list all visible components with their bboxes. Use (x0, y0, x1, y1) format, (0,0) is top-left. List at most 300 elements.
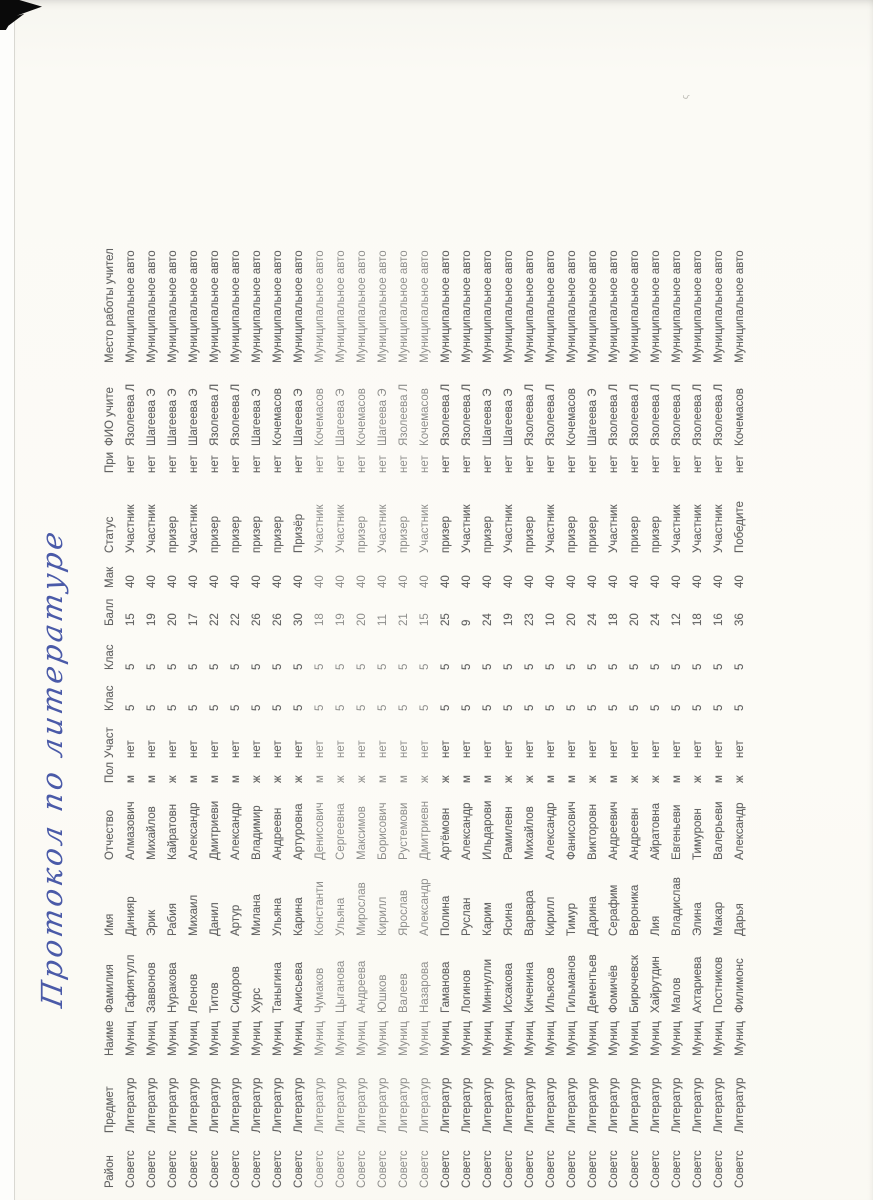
cell: м (146, 775, 158, 783)
cell: нет (608, 455, 620, 473)
cell: Цыганова (335, 960, 347, 1013)
cell: 40 (461, 575, 473, 588)
table-row (541, 160, 562, 1190)
cell: призер (482, 516, 494, 553)
column-header: Балл (104, 598, 116, 626)
cell: Артёмовн (440, 807, 452, 860)
cell: 40 (419, 575, 431, 588)
cell: 18 (692, 613, 704, 626)
cell: призер (167, 516, 179, 553)
cell: 5 (587, 704, 599, 711)
cell: Муниципальное авто (419, 250, 431, 363)
cell: Тимур (566, 903, 578, 936)
cell: Литератур (146, 1077, 158, 1133)
cell: Советс (251, 1150, 263, 1188)
cell: Таныгина (272, 962, 284, 1013)
cell: Муниц (167, 1021, 179, 1056)
cell: м (671, 775, 683, 783)
cell: Участник (503, 504, 515, 553)
cell: Сергеевна (335, 803, 347, 860)
cell: нет (314, 740, 326, 758)
cell: 18 (314, 613, 326, 626)
cell: 5 (251, 663, 263, 670)
cell: Литератур (167, 1077, 179, 1133)
cell: 22 (209, 613, 221, 626)
cell: ж (734, 775, 746, 783)
table-row (583, 160, 604, 1190)
cell: нет (482, 740, 494, 758)
cell: Муниц (545, 1021, 557, 1056)
cell: 40 (608, 575, 620, 588)
rotated-table-wrapper (100, 160, 751, 1190)
cell: 21 (398, 613, 410, 626)
cell: нет (629, 455, 641, 473)
cell: Кирилл (377, 896, 389, 936)
table-row (352, 160, 373, 1190)
table-row (394, 160, 415, 1190)
cell: Участник (713, 504, 725, 553)
column-header: Клас (104, 685, 116, 711)
table-row (604, 160, 625, 1190)
table-row (121, 160, 142, 1190)
cell: Муниципальное авто (587, 250, 599, 363)
cell: 5 (146, 704, 158, 711)
cell: Чумаков (314, 967, 326, 1013)
cell: Шагеева Э (251, 388, 263, 446)
cell: Элина (692, 902, 704, 936)
column-header: Клас (104, 644, 116, 670)
results-table (100, 160, 751, 1190)
cell: Александр (461, 802, 473, 860)
cell: Участник (545, 504, 557, 553)
cell: Муниц (209, 1021, 221, 1056)
cell: Советс (713, 1150, 725, 1188)
cell: нет (209, 455, 221, 473)
cell: ж (293, 775, 305, 783)
cell: 19 (503, 613, 515, 626)
cell: ж (692, 775, 704, 783)
table-row (289, 160, 310, 1190)
cell: 24 (587, 613, 599, 626)
cell: нет (125, 740, 137, 758)
cell: Литератур (566, 1077, 578, 1133)
cell: Муниц (188, 1021, 200, 1056)
cell: 40 (692, 575, 704, 588)
cell: 40 (545, 575, 557, 588)
cell: Советс (461, 1150, 473, 1188)
cell: 5 (209, 663, 221, 670)
cell: м (314, 775, 326, 783)
cell: Язолеева Л (209, 383, 221, 446)
cell: нет (167, 455, 179, 473)
cell: Победите (734, 501, 746, 553)
cell: ж (503, 775, 515, 783)
cell: Дарья (734, 903, 746, 936)
cell: Муниципальное авто (566, 250, 578, 363)
cell: 5 (335, 704, 347, 711)
cell: 40 (335, 575, 347, 588)
cell: нет (503, 740, 515, 758)
cell: нет (671, 455, 683, 473)
cell: 36 (734, 613, 746, 626)
cell: Муниципальное авто (398, 250, 410, 363)
cell: нет (713, 455, 725, 473)
cell: нет (650, 740, 662, 758)
cell: Муниципальное авто (650, 250, 662, 363)
cell: 5 (314, 663, 326, 670)
table-row (520, 160, 541, 1190)
cell: Литератур (671, 1077, 683, 1133)
cell: Литератур (503, 1077, 515, 1133)
cell: нет (671, 740, 683, 758)
cell: нет (524, 455, 536, 473)
cell: Шагеева Э (377, 388, 389, 446)
table-body (121, 160, 751, 1190)
cell: нет (461, 455, 473, 473)
cell: нет (272, 455, 284, 473)
cell: 5 (230, 704, 242, 711)
table-row (436, 160, 457, 1190)
cell: Ярослав (398, 889, 410, 936)
cell: Участник (125, 504, 137, 553)
cell: Гаманова (440, 961, 452, 1013)
cell: Мирослав (356, 882, 368, 936)
cell: 5 (356, 704, 368, 711)
table-row (184, 160, 205, 1190)
cell: нет (587, 455, 599, 473)
cell: Фанисович (566, 801, 578, 860)
cell: призер (230, 516, 242, 553)
cell: Муниц (293, 1021, 305, 1056)
cell: Александр (734, 802, 746, 860)
table-row (163, 160, 184, 1190)
cell: Муниципальное авто (503, 250, 515, 363)
cell: Советс (587, 1150, 599, 1188)
cell: нет (692, 740, 704, 758)
cell: м (188, 775, 200, 783)
cell: Михайлов (524, 806, 536, 860)
column-header: При (104, 451, 116, 473)
cell: Карим (482, 902, 494, 936)
table-row (730, 160, 751, 1190)
cell: 15 (125, 613, 137, 626)
cell: Михаил (188, 894, 200, 936)
cell: Язолеева Л (629, 383, 641, 446)
cell: нет (545, 740, 557, 758)
cell: 5 (440, 704, 452, 711)
cell: Литератур (251, 1077, 263, 1133)
cell: 40 (734, 575, 746, 588)
cell: Литератур (209, 1077, 221, 1133)
cell: Участник (461, 504, 473, 553)
cell: Муниц (314, 1021, 326, 1056)
cell: 40 (566, 575, 578, 588)
table-row (688, 160, 709, 1190)
cell: Советс (629, 1150, 641, 1188)
cell: 5 (524, 663, 536, 670)
cell: 5 (671, 704, 683, 711)
cell: Владимир (251, 805, 263, 860)
column-header: Наиме (104, 1020, 116, 1056)
table-row (142, 160, 163, 1190)
cell: Полина (440, 895, 452, 936)
cell: Литератур (440, 1077, 452, 1133)
cell: Филимонс (734, 958, 746, 1013)
cell: 5 (293, 704, 305, 711)
cell: Литератур (713, 1077, 725, 1133)
cell: Муниц (146, 1021, 158, 1056)
cell: Литератур (608, 1077, 620, 1133)
table-row (310, 160, 331, 1190)
cell: Титов (209, 982, 221, 1013)
cell: нет (251, 740, 263, 758)
cell: Литератур (482, 1077, 494, 1133)
cell: Муниц (440, 1021, 452, 1056)
cell: Язолеева Л (524, 383, 536, 446)
cell: Муниципальное авто (734, 250, 746, 363)
cell: Литератур (188, 1077, 200, 1133)
cell: Муниципальное авто (335, 250, 347, 363)
cell: Кочемасов (314, 388, 326, 446)
cell: Кочемасов (419, 388, 431, 446)
cell: нет (503, 455, 515, 473)
cell: Муниципальное авто (608, 250, 620, 363)
column-header: Предмет (104, 1086, 116, 1133)
cell: Советс (650, 1150, 662, 1188)
cell: призер (251, 516, 263, 553)
cell: нет (440, 455, 452, 473)
cell: Шагеева Э (293, 388, 305, 446)
cell: 5 (398, 704, 410, 711)
column-header: Мак (104, 566, 116, 588)
cell: Кирилл (545, 896, 557, 936)
cell: Ильдарови (482, 800, 494, 860)
cell: Шагеева Э (146, 388, 158, 446)
column-header: Пол (104, 761, 116, 783)
cell: призер (209, 516, 221, 553)
cell: Муниципальное авто (377, 250, 389, 363)
cell: 5 (713, 663, 725, 670)
cell: Советс (419, 1150, 431, 1188)
cell: Участник (608, 504, 620, 553)
cell: Милана (251, 894, 263, 936)
cell: нет (629, 740, 641, 758)
cell: Участник (146, 504, 158, 553)
table-row (205, 160, 226, 1190)
cell: Миннулли (482, 958, 494, 1013)
cell: Шагеева Э (587, 388, 599, 446)
cell: Литератур (734, 1077, 746, 1133)
cell: 5 (545, 663, 557, 670)
cell: призер (566, 516, 578, 553)
cell: ж (356, 775, 368, 783)
cell: 5 (356, 663, 368, 670)
cell: Муниц (734, 1021, 746, 1056)
cell: 40 (272, 575, 284, 588)
cell: ж (650, 775, 662, 783)
cell: Муниц (356, 1021, 368, 1056)
cell: 22 (230, 613, 242, 626)
cell: м (230, 775, 242, 783)
cell: нет (419, 740, 431, 758)
cell: Дмитриевн (419, 800, 431, 860)
cell: Участник (335, 504, 347, 553)
cell: 5 (167, 663, 179, 670)
cell: м (461, 775, 473, 783)
cell: Муниципальное авто (524, 250, 536, 363)
cell: Ульяна (335, 897, 347, 936)
cell: Муниц (419, 1021, 431, 1056)
cell: Айратовна (650, 802, 662, 860)
table-row (247, 160, 268, 1190)
cell: 18 (608, 613, 620, 626)
cell: Бирючевск (629, 955, 641, 1013)
cell: Фомичёв (608, 965, 620, 1013)
cell: Язолеева Л (461, 383, 473, 446)
cell: Шагеева Э (503, 388, 515, 446)
cell: Советс (692, 1150, 704, 1188)
cell: 40 (482, 575, 494, 588)
cell: Муниципальное авто (293, 250, 305, 363)
cell: нет (734, 455, 746, 473)
cell: Ахтариева (692, 956, 704, 1013)
cell: 40 (356, 575, 368, 588)
cell: Литератур (272, 1077, 284, 1133)
column-header: Фамилия (104, 964, 116, 1013)
cell: Советс (608, 1150, 620, 1188)
cell: нет (335, 455, 347, 473)
column-header: ФИО учите (104, 387, 116, 446)
cell: Муниципальное авто (209, 250, 221, 363)
table-row (646, 160, 667, 1190)
cell: Муниц (398, 1021, 410, 1056)
cell: Советс (377, 1150, 389, 1188)
cell: нет (524, 740, 536, 758)
cell: Заввонов (146, 962, 158, 1013)
cell: Андреевн (629, 807, 641, 860)
cell: Муниципальное авто (251, 250, 263, 363)
cell: 26 (272, 613, 284, 626)
cell: Логинов (461, 969, 473, 1013)
cell: Алмазович (125, 801, 137, 860)
cell: нет (167, 740, 179, 758)
table-row (457, 160, 478, 1190)
cell: Язолеева Л (545, 383, 557, 446)
cell: 5 (566, 663, 578, 670)
cell: м (713, 775, 725, 783)
cell: Данил (209, 902, 221, 936)
table-row (268, 160, 289, 1190)
cell: 5 (692, 704, 704, 711)
cell: 5 (293, 663, 305, 670)
cell: 5 (398, 663, 410, 670)
cell: Муниципальное авто (440, 250, 452, 363)
table-row (499, 160, 520, 1190)
cell: нет (125, 455, 137, 473)
cell: 40 (293, 575, 305, 588)
cell: нет (566, 740, 578, 758)
cell: Литератур (692, 1077, 704, 1133)
cell: ж (272, 775, 284, 783)
cell: Советс (566, 1150, 578, 1188)
cell: Ильясов (545, 967, 557, 1013)
cell: Дементьев (587, 954, 599, 1013)
cell: Муниципальное авто (461, 250, 473, 363)
cell: Муниципальное авто (167, 250, 179, 363)
cell: Александр (545, 802, 557, 860)
cell: 23 (524, 613, 536, 626)
table-row (331, 160, 352, 1190)
cell: 40 (650, 575, 662, 588)
cell: Артуровна (293, 803, 305, 860)
cell: нет (356, 740, 368, 758)
cell: 20 (566, 613, 578, 626)
cell: Денисович (314, 802, 326, 860)
cell: нет (272, 740, 284, 758)
cell: Советс (545, 1150, 557, 1188)
cell: Ясина (503, 902, 515, 936)
cell: 5 (608, 663, 620, 670)
column-header: Район (104, 1155, 116, 1188)
cell: 5 (125, 704, 137, 711)
cell: Сидоров (230, 966, 242, 1013)
cell: Андреевн (272, 807, 284, 860)
cell: 40 (524, 575, 536, 588)
cell: Артур (230, 904, 242, 936)
cell: Рамилевн (503, 806, 515, 860)
column-header: Статус (104, 516, 116, 553)
cell: Муниципальное авто (146, 250, 158, 363)
cell: 5 (566, 704, 578, 711)
cell: Муниципальное авто (356, 250, 368, 363)
cell: 40 (209, 575, 221, 588)
cell: Динияр (125, 896, 137, 936)
cell: нет (356, 455, 368, 473)
cell: 5 (314, 704, 326, 711)
cell: 5 (650, 663, 662, 670)
cell: Шагеева Э (482, 388, 494, 446)
cell: ж (251, 775, 263, 783)
cell: 5 (125, 663, 137, 670)
cell: нет (335, 740, 347, 758)
cell: 24 (482, 613, 494, 626)
cell: Муниц (377, 1021, 389, 1056)
cell: Литератур (293, 1077, 305, 1133)
cell: Карина (293, 897, 305, 936)
cell: Евгеньеви (671, 804, 683, 860)
cell: 10 (545, 613, 557, 626)
cell: Константи (314, 881, 326, 936)
table-row (373, 160, 394, 1190)
cell: 5 (650, 704, 662, 711)
column-header: Отчество (104, 810, 116, 860)
cell: 5 (692, 663, 704, 670)
cell: Муниц (692, 1021, 704, 1056)
cell: 5 (629, 704, 641, 711)
cell: Александр (230, 802, 242, 860)
cell: Муниц (629, 1021, 641, 1056)
cell: ж (629, 775, 641, 783)
cell: призер (587, 516, 599, 553)
cell: 5 (524, 704, 536, 711)
cell: Муниц (713, 1021, 725, 1056)
cell: Советс (524, 1150, 536, 1188)
cell: Советс (482, 1150, 494, 1188)
cell: Ульяна (272, 897, 284, 936)
cell: Муниц (671, 1021, 683, 1056)
cell: м (377, 775, 389, 783)
cell: ж (587, 775, 599, 783)
